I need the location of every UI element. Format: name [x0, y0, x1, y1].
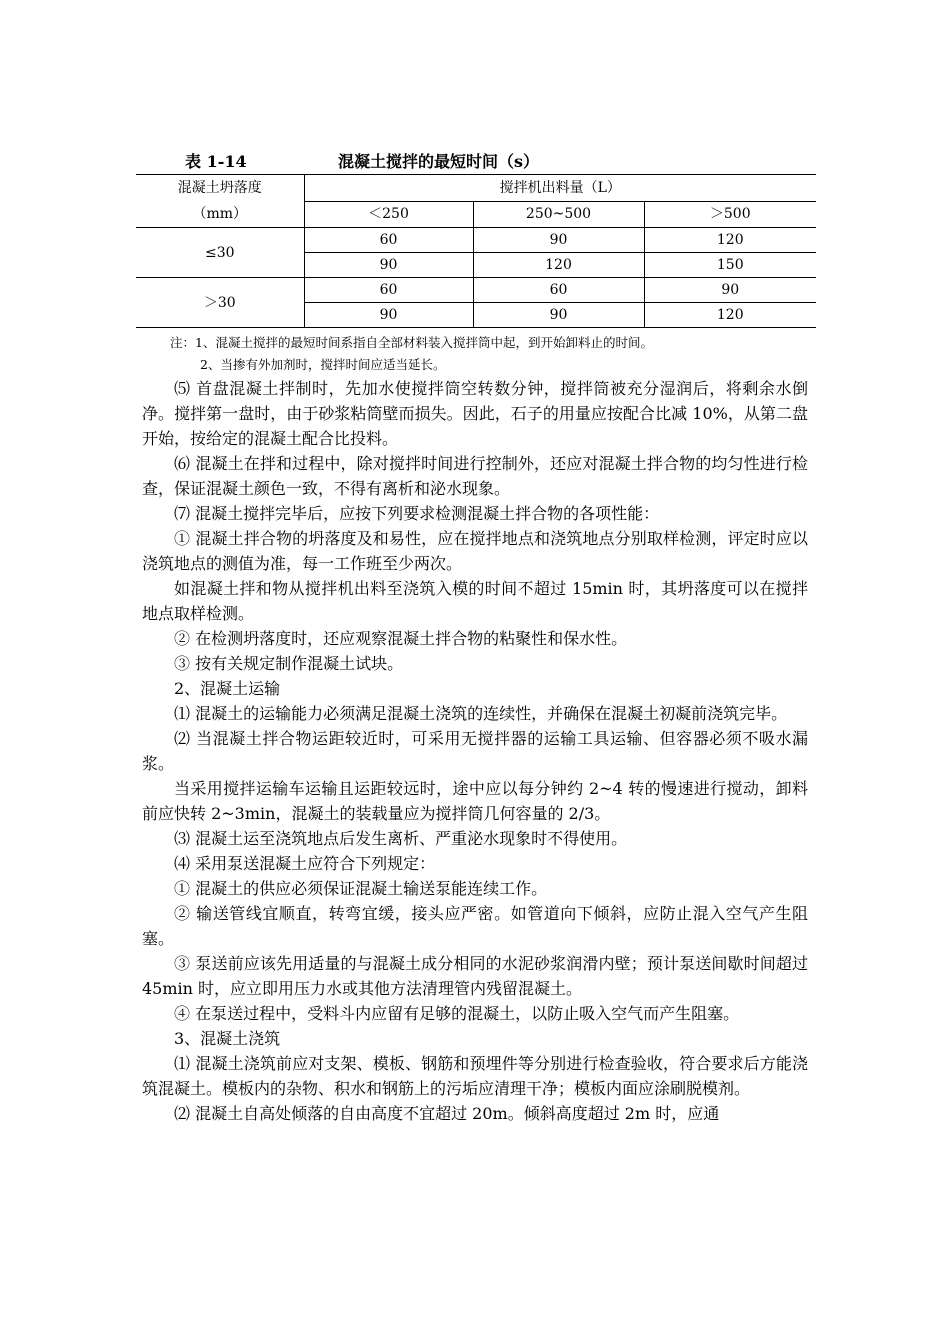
table-cell: 120: [473, 253, 644, 278]
cap-col-header: ＞500: [644, 201, 816, 228]
table-caption: [138, 150, 818, 174]
paragraph: 如混凝土拌和物从搅拌机出料至浇筑入模的时间不超过 15min 时，其坍落度可以在搅拌地点取样检测。: [142, 579, 808, 623]
slump-header: 混凝土坍落度 （mm）: [136, 175, 304, 228]
paragraph: ④ 在泵送过程中，受料斗内应留有足够的混凝土，以防止吸入空气而产生阻塞。: [174, 1004, 740, 1023]
table-cell: 60: [304, 228, 473, 253]
paragraph: ⑺ 混凝土搅拌完毕后，应按下列要求检测混凝土拌合物的各项性能：: [174, 504, 660, 523]
paragraph: 当采用搅拌运输车运输且运距较远时，途中应以每分钟约 2~4 转的慢速进行搅动，卸料前应快转 2~3min，混凝土的装载量应为搅拌筒几何容量的 2/3。: [142, 779, 808, 823]
paragraph: ⑵ 当混凝土拌合物运距较近时，可采用无搅拌器的运输工具运输、但容器必须不吸水漏浆。: [142, 729, 808, 773]
table-row: [136, 278, 816, 303]
table-cell: 150: [644, 253, 816, 278]
table-cell: 90: [473, 228, 644, 253]
paragraph: ⑸ 首盘混凝土拌制时，先加水使搅拌筒空转数分钟，搅拌筒被充分湿润后，将剩余水倒净。搅拌第一盘时，由于砂浆粘筒壁而损失。因此，石子的用量应按配合比减 10%，从第二盘开始，按给定的混凝土配合比投料。: [142, 379, 808, 448]
capacity-header: 搅拌机出料量（L）: [304, 175, 816, 202]
slump-group-label: ≤30: [136, 228, 304, 278]
body-text: [142, 376, 808, 1126]
paragraph: ③ 泵送前应该先用适量的与混凝土成分相同的水泥砂浆润滑内壁；预计泵送间歇时间超过 45min 时，应立即用压力水或其他方法清理管内残留混凝土。: [142, 954, 808, 998]
section-heading: 2、混凝土运输: [174, 679, 281, 698]
paragraph: ⑴ 混凝土浇筑前应对支架、模板、钢筋和预埋件等分别进行检查验收，符合要求后方能浇筑混凝土。模板内的杂物、积水和钢筋上的污垢应清理干净；模板内面应涂刷脱模剂。: [142, 1054, 808, 1098]
table-cell: 60: [304, 278, 473, 303]
paragraph: ② 输送管线宜顺直，转弯宜缓，接头应严密。如管道向下倾斜，应防止混入空气产生阻塞。: [142, 904, 808, 948]
table-cell: 120: [644, 303, 816, 328]
slump-group-label: ＞30: [136, 278, 304, 328]
mixing-time-table: [136, 174, 816, 328]
cap-col-header: ＜250: [304, 201, 473, 228]
table-cell: 60: [473, 278, 644, 303]
table-cell: 90: [304, 253, 473, 278]
paragraph: ⑹ 混凝土在拌和过程中，除对搅拌时间进行控制外，还应对混凝土拌合物的均匀性进行检查，保证混凝土颜色一致，不得有离析和泌水现象。: [142, 454, 808, 498]
paragraph: ⑵ 混凝土自高处倾落的自由高度不宜超过 20m。倾斜高度超过 2m 时，应通: [174, 1104, 720, 1123]
table-note: 注：1、混凝土搅拌的最短时间系指自全部材料装入搅拌筒中起，到开始卸料止的时间。: [170, 335, 653, 350]
paragraph: ② 在检测坍落度时，还应观察混凝土拌合物的粘聚性和保水性。: [174, 629, 628, 648]
paragraph: ⑴ 混凝土的运输能力必须满足混凝土浇筑的连续性，并确保在混凝土初凝前浇筑完毕。: [174, 704, 788, 723]
table-cell: 120: [644, 228, 816, 253]
table-header-row: [136, 175, 816, 202]
paragraph: ⑷ 采用泵送混凝土应符合下列规定：: [174, 854, 436, 873]
paragraph: ① 混凝土拌合物的坍落度及和易性，应在搅拌地点和浇筑地点分别取样检测，评定时应以浇筑地点的测值为准，每一工作班至少两次。: [142, 529, 808, 573]
table-cell: 90: [304, 303, 473, 328]
paragraph: ① 混凝土的供应必须保证混凝土输送泵能连续工作。: [174, 879, 548, 898]
cap-col-header: 250~500: [473, 201, 644, 228]
table-cell: 90: [473, 303, 644, 328]
section-heading: 3、混凝土浇筑: [174, 1029, 281, 1048]
table-note: 2、当掺有外加剂时，搅拌时间应适当延长。: [200, 357, 446, 372]
table-number: 表 1-14: [185, 152, 247, 171]
paragraph: ③ 按有关规定制作混凝土试块。: [174, 654, 404, 673]
table-notes: [170, 332, 653, 376]
table-row: [136, 228, 816, 253]
table-title: 混凝土搅拌的最短时间（s）: [338, 152, 540, 171]
table-cell: 90: [644, 278, 816, 303]
paragraph: ⑶ 混凝土运至浇筑地点后发生离析、严重泌水现象时不得使用。: [174, 829, 628, 848]
